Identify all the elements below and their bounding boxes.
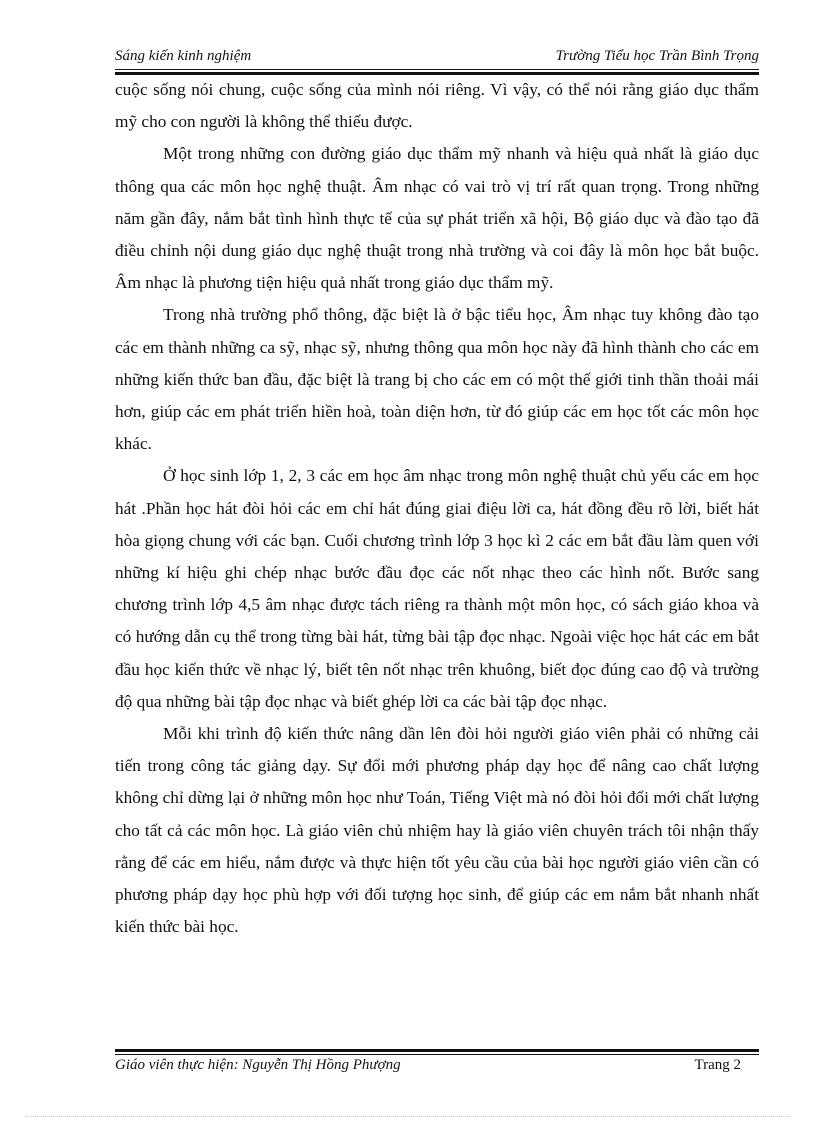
paragraph-grade-curriculum: Ở học sinh lớp 1, 2, 3 các em học âm nhạc trong môn nghệ thuật chủ yếu các em học hát .Phần học hát đòi hỏi các em chỉ hát đúng giai điệu lời ca, hát đồng đều rõ lời, biết hát hòa giọng chung với các bạn. Cuối chương trình lớp 3 học kì 2 các em bắt đầu làm quen với những kí hiệu ghi chép nhạc bước đầu đọc các nốt nhạc theo các hình nốt. Bước sang chương trình lớp 4,5 âm nhạc được tách riêng ra thành một môn học, có sách giáo khoa và có hướng dẫn cụ thể trong từng bài hát, từng bài tập đọc nhạc. Ngoài việc học hát các em bắt đầu học kiến thức về nhạc lý, biết tên nốt nhạc trên khuông, biết đọc đúng cao độ và trường độ qua những bài tập đọc nhạc và biết ghép lời ca các bài tập đọc nhạc. <box>115 466 759 711</box>
paragraph-continuation: cuộc sống nói chung, cuộc sống của mình nói riêng. Vì vậy, có thể nói rằng giáo dục thẩm mỹ cho con người là không thể thiếu được. <box>115 80 759 132</box>
paragraph-teaching-innovation: Mỗi khi trình độ kiến thức nâng dần lên đòi hỏi người giáo viên phải có những cải tiến trong công tác giảng dạy. Sự đổi mới phương pháp dạy học để nâng cao chất lượng không chỉ dừng lại ở những môn học như Toán, Tiếng Việt mà nó đòi hỏi đổi mới chất lượng cho tất cả các môn học. Là giáo viên chủ nhiệm hay là giáo viên chuyên trách tôi nhận thấy rằng để các em hiểu, nắm được và thực hiện tốt yêu cầu của bài học người giáo viên cần có phương pháp dạy học phù hợp với đối tượng học sinh, để giúp các em nắm bắt nhanh nhất kiến thức bài học. <box>115 724 759 937</box>
header-school-name: Trường Tiểu học Trần Bình Trọng <box>555 48 759 64</box>
footer-teacher-name: Giáo viên thực hiện: Nguyễn Thị Hồng Phượng <box>115 1057 401 1073</box>
paragraph-primary-school-music: Trong nhà trường phổ thông, đặc biệt là ở bậc tiểu học, Âm nhạc tuy không đào tạo các em thành những ca sỹ, nhạc sỹ, nhưng thông qua môn học này đã hình thành cho các em những kiến thức ban đầu, đặc biệt là trang bị cho các em có một thế giới tinh thần thoải mái hơn, giúp các em phát triển hiền hoà, toàn diện hơn, từ đó giúp các em học tốt các môn học khác. <box>115 305 759 454</box>
paragraph-arts-education: Một trong những con đường giáo dục thẩm mỹ nhanh và hiệu quả nhất là giáo dục thông qua các môn học nghệ thuật. Âm nhạc có vai trò vị trí rất quan trọng. Trong những năm gần đây, nắm bắt tình hình thực tế của sự phát triển xã hội, Bộ giáo dục và đào tạo đã điều chỉnh nội dung giáo dục nghệ thuật trong nhà trường và coi đây là môn học bắt buộc. Âm nhạc là phương tiện hiệu quả nhất trong giáo dục thẩm mỹ. <box>115 144 759 293</box>
header-rule-thin <box>115 69 759 70</box>
page-header <box>115 48 759 68</box>
page-footer <box>115 1057 759 1077</box>
page-bottom-border <box>26 1116 790 1117</box>
footer-rule-thick <box>115 1049 759 1052</box>
header-document-type: Sáng kiến kinh nghiệm <box>115 48 252 64</box>
footer-rule-thin <box>115 1054 759 1055</box>
document-body <box>115 74 759 943</box>
footer-page-number: Trang 2 <box>694 1057 741 1073</box>
